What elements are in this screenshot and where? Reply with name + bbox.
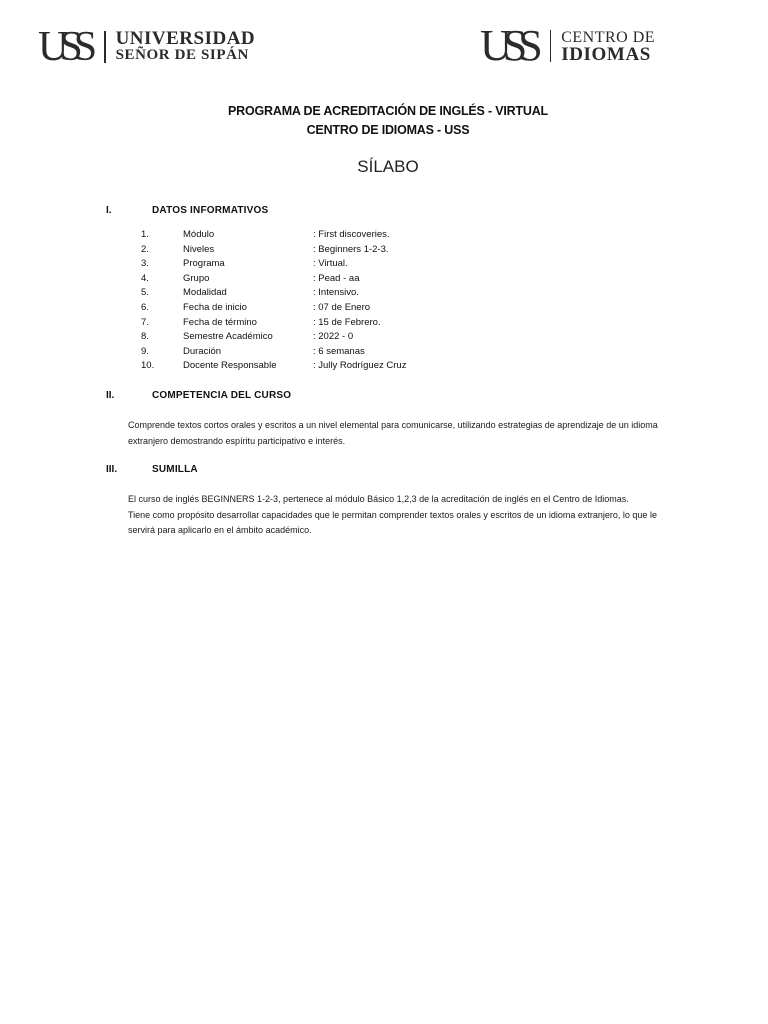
- document-title: SÍLABO: [357, 157, 419, 176]
- info-list: [0, 229, 768, 375]
- info-value: : Jully Rodríguez Cruz: [313, 360, 407, 372]
- info-label: Docente Responsable: [183, 360, 277, 372]
- section-title-sumilla: SUMILLA: [152, 464, 198, 475]
- info-num: 5.: [141, 287, 149, 299]
- centro-name: [561, 29, 655, 63]
- info-row: [0, 346, 768, 361]
- info-num: 1.: [141, 229, 149, 240]
- info-row: [0, 317, 768, 332]
- info-value: : Virtual.: [313, 258, 348, 270]
- info-num: 6.: [141, 301, 149, 313]
- section-title-competencia: COMPETENCIA DEL CURSO: [152, 390, 292, 401]
- info-num: 2.: [141, 243, 149, 255]
- info-num: 3.: [141, 258, 149, 270]
- paragraph-line: Comprende textos cortos orales y escritos a un nivel elemental para comunicarse, utilizando estrategias de aprendizaje de un idioma: [128, 420, 658, 430]
- sumilla-paragraph: [128, 492, 708, 539]
- info-value: : Pead - aa: [313, 272, 360, 284]
- university-name-line2: SEÑOR DE SIPÁN: [115, 47, 249, 63]
- info-row: [0, 331, 768, 346]
- info-label: Fecha de inicio: [183, 301, 247, 313]
- info-label: Semestre Académico: [183, 331, 273, 343]
- info-value: : 07 de Enero: [313, 301, 371, 313]
- info-label: Módulo: [183, 229, 215, 240]
- uss-logo-mark: USS: [480, 21, 534, 70]
- centro-idiomas-logo: [480, 21, 656, 70]
- paragraph-line: Tiene como propósito desarrollar capacidades que le permitan comprender textos orales y escritos de un idioma extranjero, lo que le: [128, 509, 657, 520]
- info-row: [0, 229, 768, 244]
- info-num: 7.: [141, 316, 149, 328]
- program-title: PROGRAMA DE ACREDITACIÓN DE INGLÉS - VIRTUAL: [228, 104, 548, 118]
- program-subtitle: CENTRO DE IDIOMAS - USS: [306, 123, 470, 137]
- paragraph-line: servirá para aplicarlo en el ámbito académico.: [128, 525, 312, 535]
- info-row: [0, 302, 768, 317]
- info-num: 9.: [141, 345, 149, 357]
- paragraph-line: extranjero demostrando espíritu participativo e interés.: [128, 435, 346, 446]
- info-num: 8.: [141, 331, 149, 343]
- info-value: : 15 de Febrero.: [313, 316, 381, 328]
- info-label: Niveles: [183, 243, 215, 255]
- centro-name-line2: IDIOMAS: [561, 44, 651, 65]
- info-row: [0, 244, 768, 259]
- info-row: [0, 258, 768, 273]
- logo-divider: [550, 30, 552, 62]
- paragraph-line: El curso de inglés BEGINNERS 1-2-3, pertenece al módulo Básico 1,2,3 de la acreditación de inglés en el Centro de Idiomas.: [128, 494, 629, 504]
- section-number: II.: [106, 390, 115, 401]
- info-label: Programa: [183, 258, 225, 270]
- logo-divider: [104, 31, 106, 63]
- info-label: Fecha de término: [183, 316, 257, 328]
- info-value: : First discoveries.: [313, 229, 390, 240]
- competencia-paragraph: [128, 418, 708, 449]
- section-number: III.: [106, 464, 118, 475]
- university-name-line1: UNIVERSIDAD: [115, 28, 256, 49]
- uss-logo-mark: USS: [38, 24, 89, 70]
- info-value: : Beginners 1-2-3.: [313, 243, 389, 255]
- info-value: : Intensivo.: [313, 287, 359, 299]
- section-title-datos: DATOS INFORMATIVOS: [152, 205, 269, 216]
- info-label: Duración: [183, 345, 222, 357]
- section-number: I.: [106, 205, 112, 216]
- info-row: [0, 287, 768, 302]
- info-row: [0, 360, 768, 375]
- info-num: 4.: [141, 272, 149, 284]
- info-row: [0, 273, 768, 288]
- info-label: Grupo: [183, 272, 210, 284]
- info-value: : 6 semanas: [313, 345, 365, 357]
- info-label: Modalidad: [183, 287, 227, 299]
- university-name: [116, 30, 256, 64]
- info-value: : 2022 - 0: [313, 331, 354, 343]
- info-num: 10.: [141, 360, 155, 372]
- centro-name-line1: CENTRO DE: [561, 29, 656, 46]
- uss-university-logo: [38, 26, 255, 68]
